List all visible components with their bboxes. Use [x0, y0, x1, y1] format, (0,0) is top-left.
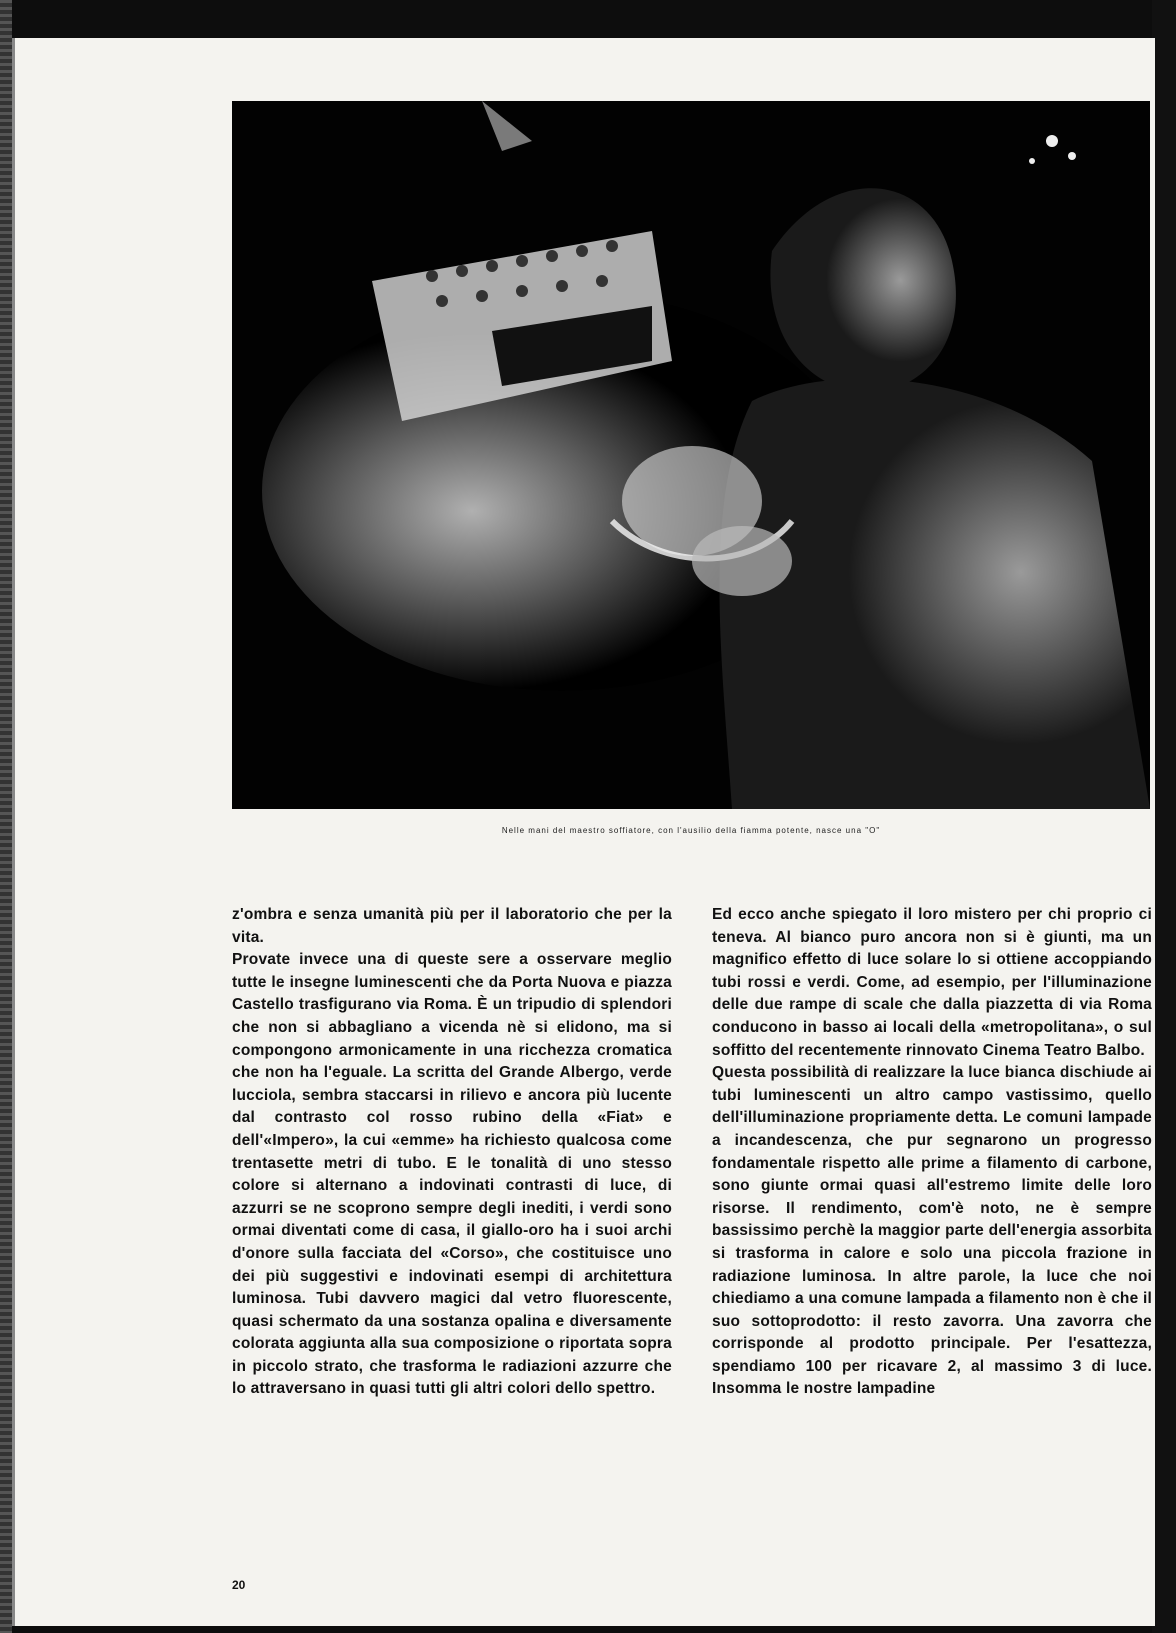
paragraph: Provate invece una di queste sere a osservare meglio tutte le insegne luminescenti che da Porta Nuova e piazza Castello trasfigurano via Roma. È un tripudio di splendori che non si abbagliano a vicenda nè si elidono, ma si compongono armonicamente in una ricchezza cromatica che non ha l'eguale. La scritta del Grande Albergo, verde lucciola, sembra staccarsi in rilievo e ancora più lucente dal contrasto col rosso rubino della «Fiat» e dell'«Impero», la cui «emme» ha richiesto qualcosa come trentasette metri di tubo. E le tonalità di uno stesso colore si alternano a indovinati contrasti di luce, di azzurri se ne scoprono sempre degli inediti, i verdi sono ormai diventati come di casa, il giallo-oro ha i suoi archi d'onore sulla facciata del «Corso», che costituisce uno dei più suggestivi e indovinati esempi di architettura luminosa. Tubi davvero magici dal vetro fluorescente, quasi schermato da una sostanza opalina e diversamente colorata aggiunta alla sua composizione o riportata sopra in piccolo strato, che trasforma le radiazioni azzurre che lo attraversano in quasi tutti gli altri colori dello spettro. — [232, 951, 672, 1398]
hands — [692, 526, 792, 596]
paragraph: Ed ecco anche spiegato il loro mistero per chi proprio ci teneva. Al bianco puro ancora non si è giunti, ma un magnifico effetto di luce solare lo si ottiene accoppiando tubi rossi e verdi. Come, ad esempio, per l'illuminazione delle due rampe di scale che dalla piazzetta di via Roma conducono in basso ai locali della «metropolitana», o sul soffitto del recentemente rinnovato Cinema Teatro Balbo. — [712, 906, 1152, 1059]
paragraph: Questa possibilità di realizzare la luce bianca dischiude ai tubi luminescenti un altro campo vastissimo, quello dell'illuminazione propriamente detta. Le comuni lampade a incandescenza, che pur segnarono un progresso fondamentale rispetto alle prime a filamento di carbone, sono giunte ormai quasi all'estremo limite delle loro risorse. Il rendimento, com'è noto, ne è sempre bassissimo perchè la maggior parte dell'energia assorbita si trasforma in calore e solo una piccola frazione in radiazione luminosa. In altre parole, la luce che noi chiediamo a una comune lampada a filamento non è che il suo sottoprodotto: il resto zavorra. Una zavorra che corrisponde al prodotto principale. Per l'esattezza, spendiamo 100 per ricavare 2, al massimo 3 di luce. Insomma le nostre lampadine — [712, 1064, 1152, 1398]
scan-edge — [1152, 0, 1176, 1633]
photo-caption: Nelle mani del maestro soffiatore, con l'ausilio della fiamma potente, nasce una "O" — [501, 826, 881, 835]
photo-illustration — [232, 101, 1150, 809]
page-number: 20 — [232, 1578, 246, 1592]
text-column-left — [232, 904, 672, 1401]
book-spine — [0, 0, 12, 1633]
paragraph: z'ombra e senza umanità più per il laboratorio che per la vita. — [232, 906, 672, 946]
glassblower-photo — [232, 101, 1150, 809]
text-column-right — [712, 904, 1152, 1401]
